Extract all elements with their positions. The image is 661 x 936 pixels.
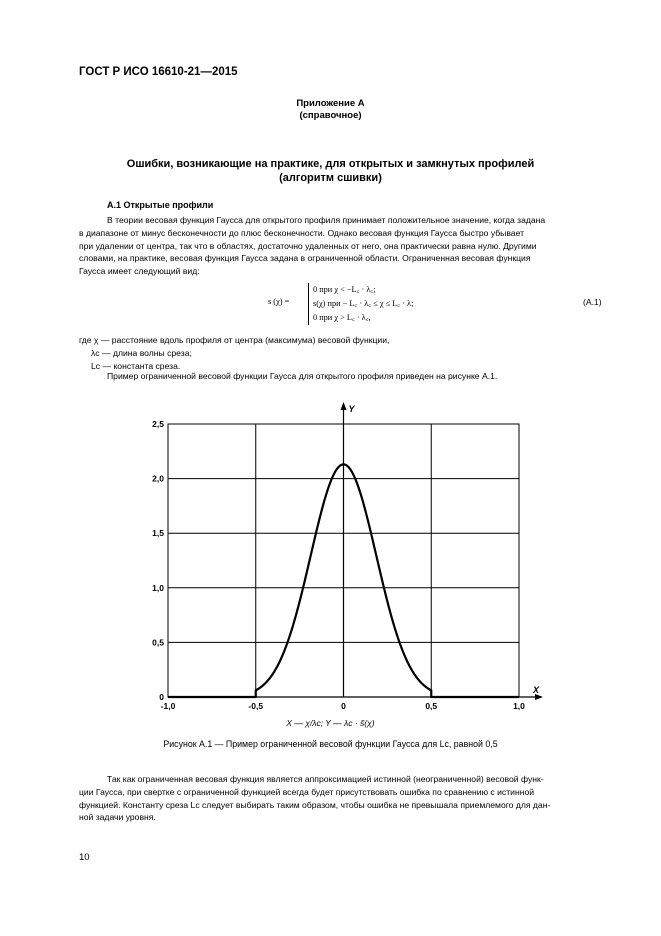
y-tick-label: 0: [159, 692, 164, 702]
para1-line: при удалении от центра, так что в областях, достаточно удаленных от него, она практически равна нулю. Другими: [79, 240, 537, 251]
equation-lhs: s (χ) =: [268, 297, 290, 306]
para1-line: словами, на практике, весовая функция Гаусса задана в ограниченной области. Ограниченная весовая функция: [79, 253, 531, 264]
figure-caption: Рисунок А.1 — Пример ограниченной весовой функции Гаусса для Lc, равной 0,5: [163, 739, 498, 749]
paragraph-2: [79, 773, 579, 824]
para1-line: В теории весовая функция Гаусса для открытого профиля принимает положительное значение, когда задана: [107, 215, 546, 225]
appendix-subtitle: (справочное): [299, 110, 362, 121]
definition-lambda: λc — длина волны среза;: [91, 347, 192, 358]
page-number: 10: [79, 852, 90, 863]
y-tick-label: 2,5: [152, 419, 164, 429]
para1-line: Гаусса имеет следующий вид:: [79, 266, 200, 277]
x-tick-label: -1,0: [160, 701, 176, 711]
appendix-title: Приложение А: [296, 98, 365, 109]
x-tick-label: 1,0: [513, 701, 525, 711]
document-header: ГОСТ Р ИСО 16610-21—2015: [79, 66, 238, 78]
y-tick-label: 1,5: [152, 528, 164, 539]
axis-note: X — χ/λc; Y — λc · s̃(χ): [286, 718, 375, 728]
x-tick-label: 0: [341, 701, 346, 711]
para1-line: в диапазоне от минус бесконечности до плюс бесконечности. Однако весовая функция Гаусса быстро убывает: [79, 227, 525, 238]
equation-case-3: 0 при χ > L꜀ · λ꜀,: [313, 313, 371, 322]
y-tick-label: 0,5: [152, 637, 164, 648]
section-heading: A.1 Открытые профили: [107, 200, 214, 210]
x-axis-label: X: [533, 685, 540, 695]
y-axis-arrow: [341, 402, 347, 410]
x-tick-label: -0,5: [248, 701, 264, 711]
para2-line: ной задачи уровня.: [79, 812, 156, 823]
equation-case-2: s(χ) при − L꜀ · λ꜀ ≤ χ ≤ L꜀ · λ;: [313, 299, 414, 308]
definition-chi: где χ — расстояние вдоль профиля от центра (максимума) весовой функции,: [79, 335, 390, 345]
y-tick-label: 2,0: [152, 473, 164, 484]
title-line-1: Ошибки, возникающие на практике, для открытых и замкнутых профилей: [126, 158, 535, 170]
definition-lc: Lc — константа среза.: [91, 360, 181, 371]
para2-line: Так как ограниченная весовая функция является аппроксимацией истинной (неограниченной) весовой функ-: [107, 774, 544, 784]
x-tick-label: 0,5: [425, 701, 438, 711]
title-line-2: (алгоритм сшивки): [279, 172, 382, 184]
y-tick-label: 1,0: [152, 582, 164, 593]
equation-number: (A.1): [583, 297, 602, 307]
equation-case-1: 0 при χ < −L꜀ · λ꜀;: [313, 285, 376, 294]
y-axis-label: Y: [348, 404, 355, 414]
para2-line: ции Гаусса, при свертке с ограниченной функцией всегда будет присутствовать ошибка по сравнению с истинной: [79, 786, 535, 797]
para2-line: функцией. Константу среза Lc следует выбирать таким образом, чтобы ошибка не превышала приемлемого для дан-: [79, 799, 551, 810]
figure-reference: Пример ограниченной весовой функции Гаусса для открытого профиля приведен на рисунке А.1.: [107, 371, 498, 381]
